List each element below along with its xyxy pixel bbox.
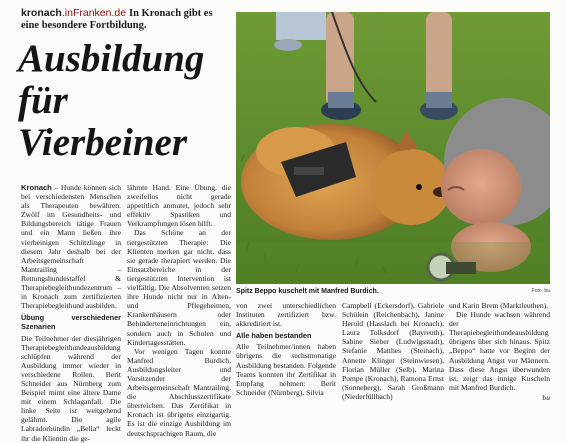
site-name bbox=[21, 8, 231, 31]
site-name-text: kronach bbox=[21, 7, 62, 19]
lead-paragraph bbox=[21, 183, 121, 310]
article-column-5 bbox=[449, 301, 550, 402]
article-column-1 bbox=[21, 183, 121, 443]
dog-and-man-photo bbox=[236, 12, 550, 284]
article-photo bbox=[236, 12, 550, 284]
photo-credit: Foto: bu bbox=[531, 288, 550, 294]
article-headline bbox=[18, 38, 233, 164]
author-signature: bu bbox=[542, 392, 550, 402]
headline-line-2: für bbox=[18, 79, 68, 122]
lead-text: – Hunde können sich bei verschiedensten Menschen als Therapeuten bewähren. Zwölf im Gesundheits- und Bildungsbereich tätige Frauen und ein Mann ließen ihre vierbeinigen Schützlinge in diesem Jahr deshalb bei der Arbeitsgemeinschaft Mantrailing – Rettungshundestaffel & Therapiebegleithundezentrum – in Kronach zum zertifizierten Therapiebegleithund ausbilden. bbox=[21, 183, 121, 311]
paragraph: von zwei unterschiedlichen Instituten zertifiziert bzw. akkreditiert ist. bbox=[236, 301, 336, 329]
photo-caption: Spitz Beppo kuschelt mit Manfred Burdich. bbox=[236, 288, 379, 295]
paragraph: Die Hunde wachsen während der Therapiebegleithundeausbildung übrigens über sich hinaus. Spitz „Beppo“ hatte vor Beginn der Ausbildung Angst vor Männern. Dass diese Angst überwunden ist, zeigt das innige Kuscheln mit Manfred Burdich. bbox=[449, 310, 550, 392]
headline-line-1: Ausbildung bbox=[18, 37, 205, 80]
subheading-scenarios: Übung verschiedener Szenarien bbox=[21, 313, 121, 332]
site-domain: .inFranken.de bbox=[61, 7, 127, 19]
paragraph: lähmte Hand. Eine Übung, die zweifellos nicht gerade appetitlich anmutet, jedoch sehr effektiv Spastiken und Verkrampfungen lösen hilft. bbox=[127, 183, 231, 229]
subheading-passed: Alle haben bestanden bbox=[236, 331, 312, 341]
paragraph: Das Schöne an der tiergestützten Therapie: Die Klienten merken gar nicht, dass sie gerade therapiert werden. Die Einsatzbereiche in der tiergestützten Intervention ist vielfältig. Die Absolventen setzen ihre Hunde nicht nur in Alten- und Pflegeheimen, Krankenhäusern oder Behinderteneinrichtungen ein, sondern auch in Schulen und Kindertagesstätten. bbox=[127, 228, 231, 347]
headline-line-3: Vierbeiner bbox=[18, 121, 188, 164]
paragraph: Campbell (Eckersdorf), Gabriele Schülein (Reichenbach), Janine Herold (Hasslach bei Kronach), Laura Tolksdorf (Bayreuth), Sabine Sieber (Ludwigsstadt), Stefanie Matthes (Steinach), Annette Klinger (Steinwiesen), Florian Müller (Selb), Marina Pompe (Kronach), Ramona Ernst (Sonneberg), Sarah Großmann (Niederfüllbach) bbox=[342, 301, 444, 401]
article-column-2 bbox=[127, 183, 231, 438]
article-column-4 bbox=[342, 301, 444, 401]
lead-place: Kronach bbox=[21, 183, 52, 192]
header-kicker: In Kronach gibt es eine besondere Fortbildung. bbox=[21, 8, 213, 31]
paragraph: Vor wenigen Tagen konnte Manfred Burdich, Ausbildungsleiter und Vorsitzender der Arbeitsgemeinschaft Mantrailing, die Abschlusszertifikate überreichen. Das Zertifikat in Kronach ist übrigens einzigartig. Es ist die einzige Ausbildung im deutschsprachigen Raum, die bbox=[127, 346, 231, 438]
page-header bbox=[21, 8, 231, 31]
paragraph: und Karin Brem (Marktleuthen). bbox=[449, 301, 549, 310]
article-column-3 bbox=[236, 301, 336, 397]
paragraph: Alle Teilnehmer/innen haben übrigens die sechsmonatige Ausbildung bestanden. Folgende Teams konnten ihr Zertifikat in Empfang nehmen: Berit Schneider (Nürnberg), Silvia bbox=[236, 342, 336, 397]
paragraph: Die Teilnehmer der diesjährigen Therapiebegleithundeausbildung schlüpfen während der Ausbildung immer wieder in verschiedene Rollen. Berit Schneider aus Nürnberg zum Beispiel mimt eine ältere Dame mit einem Schlaganfall. Die linke Seite ist weitgehend gelähmt. Die agile Labradorhündin „Bella“ leckt ihr die Klientin die ge- bbox=[21, 333, 121, 443]
